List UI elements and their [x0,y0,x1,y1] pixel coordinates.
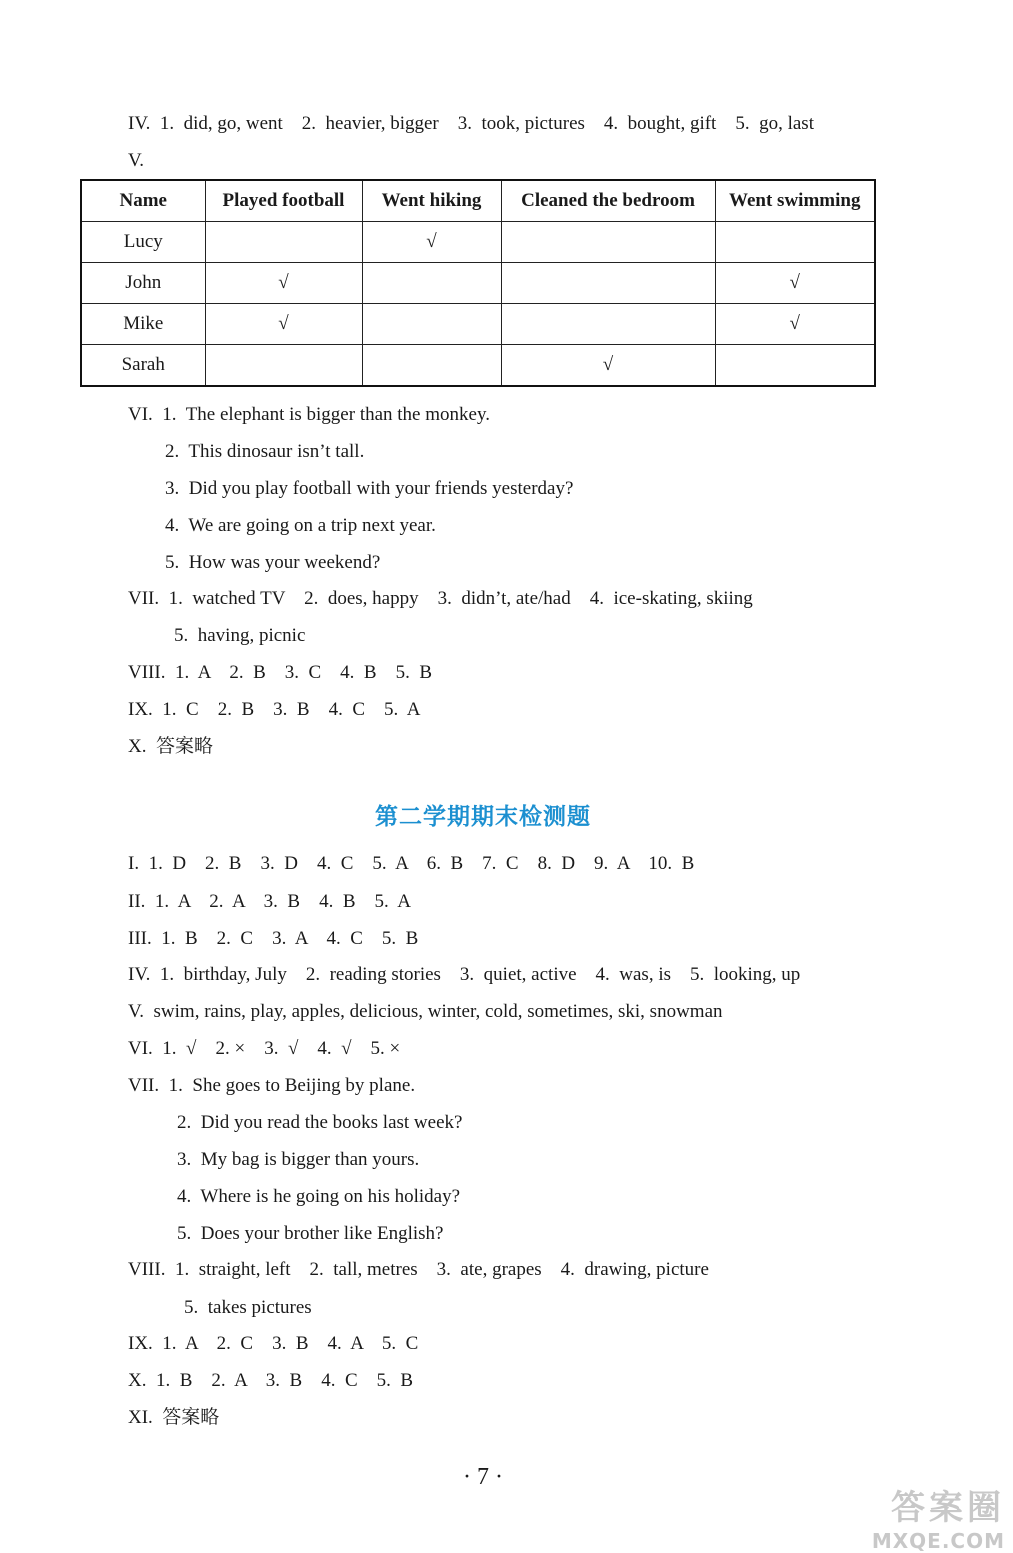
p2-i: I. 1. D 2. B 3. D 4. C 5. A 6. B 7. C 8. D 9. A 10. B [128,853,695,874]
table-cell [205,345,362,387]
table-cell [362,263,501,304]
p2-v: V. swim, rains, play, apples, delicious, winter, cold, sometimes, ski, snowman [128,1001,723,1022]
table-cell: John [81,263,205,304]
p1-vii-1: VII. 1. watched TV 2. does, happy 3. didn’t, ate/had 4. ice-skating, skiing [128,588,753,609]
header-cell: Cleaned the bedroom [501,180,715,222]
p2-iii: III. 1. B 2. C 3. A 4. C 5. B [128,928,419,949]
p1-vi-4: 4. We are going on a trip next year. [165,515,436,536]
p2-vii-5: 5. Does your brother like English? [177,1223,444,1244]
p2-ii: II. 1. A 2. A 3. B 4. B 5. A [128,891,411,912]
table-cell: √ [205,304,362,345]
p1-vi-1: VI. 1. The elephant is bigger than the monkey. [128,404,490,425]
p1-v-label: V. [128,150,145,171]
p1-viii: VIII. 1. A 2. B 3. C 4. B 5. B [128,662,433,683]
table-row [81,304,875,345]
table-cell: √ [715,263,875,304]
p2-vii-4: 4. Where is he going on his holiday? [177,1186,461,1207]
p2-viii-1: VIII. 1. straight, left 2. tall, metres 3. ate, grapes 4. drawing, picture [128,1259,709,1280]
p1-vi-5: 5. How was your weekend? [165,552,381,573]
table-row [81,222,875,263]
watermark [872,1480,1005,1553]
header-cell: Went swimming [715,180,875,222]
p2-vii-1: VII. 1. She goes to Beijing by plane. [128,1075,416,1096]
p1-vi-3: 3. Did you play football with your friends yesterday? [165,478,574,499]
watermark-url: MXQE.COM [871,1529,1005,1553]
table-cell: Mike [81,304,205,345]
p2-iv: IV. 1. birthday, July 2. reading stories 3. quiet, active 4. was, is 5. looking, up [128,964,801,985]
header-cell: Name [81,180,205,222]
table-cell [205,222,362,263]
table-cell [362,345,501,387]
p1-vii-2: 5. having, picnic [174,625,306,646]
p2-viii-2: 5. takes pictures [184,1297,312,1318]
header-cell: Played football [205,180,362,222]
table-cell [362,304,501,345]
p2-vii-3: 3. My bag is bigger than yours. [177,1149,420,1170]
table-cell: Lucy [81,222,205,263]
section-title: 第二学期期末检测题 [375,804,591,830]
table-cell: √ [205,263,362,304]
p2-ix: IX. 1. A 2. C 3. B 4. A 5. C [128,1333,419,1354]
table-cell: √ [715,304,875,345]
table-row [81,263,875,304]
table-header-row [81,180,875,222]
activity-table [80,179,876,387]
p1-iv: IV. 1. did, go, went 2. heavier, bigger 3. took, pictures 4. bought, gift 5. go, last [128,113,814,134]
p1-x: X. 答案略 [128,736,213,757]
table-cell [501,304,715,345]
table-cell: Sarah [81,345,205,387]
table-cell [501,222,715,263]
table-cell [715,222,875,263]
p1-vi-2: 2. This dinosaur isn’t tall. [165,441,365,462]
p2-vii-2: 2. Did you read the books last week? [177,1112,463,1133]
page-number: · 7 · [463,1464,503,1490]
p2-vi: VI. 1. √ 2. × 3. √ 4. √ 5. × [128,1038,401,1059]
watermark-logo: 答案圈 [891,1488,1005,1528]
table-cell [715,345,875,387]
p1-ix: IX. 1. C 2. B 3. B 4. C 5. A [128,699,421,720]
table-cell: √ [501,345,715,387]
table-row [81,345,875,387]
table-cell [501,263,715,304]
table-cell: √ [362,222,501,263]
p2-x: X. 1. B 2. A 3. B 4. C 5. B [128,1370,414,1391]
p2-xi: XI. 答案略 [128,1407,220,1428]
header-cell: Went hiking [362,180,501,222]
